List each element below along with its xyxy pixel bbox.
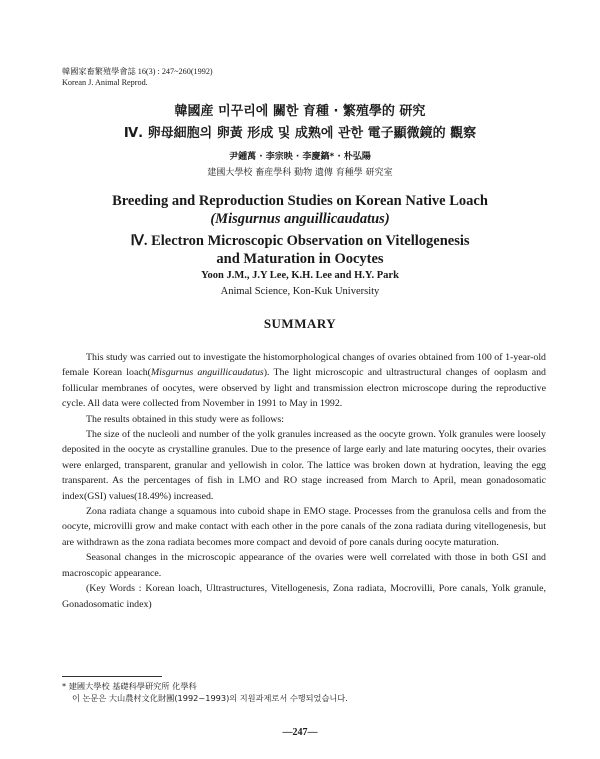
footnote-funding: 이 논문은 大山農村文化財團(1992~1993)의 지원과제로서 수행되었습니다. [72,693,348,703]
korean-institution: 建國大學校 畜産學科 動物 遺傳 育種學 研究室 [207,168,393,178]
footnote-affiliation: * 建國大學校 基礎科學研究所 化學科 [62,681,197,691]
english-title-line-4: and Maturation in Oocytes [216,251,384,267]
journal-citation-korean: 韓國家畜繁殖學會誌 16(3) : 247~260(1992) [62,67,213,76]
summary-body [62,350,546,612]
page-number: —247— [282,727,318,738]
summary-paragraph-4: Zona radiata change a squamous into cuboid shape in EMO stage. Processes from the granulosa cells and from the oocyte, microvilli grow and make contact with each other in the pore canals of the zona radiata during vitellogenesis, but are withdrawn as the zona radiata becomes more compact and devoid of pore canals during oocyte maturation. [62,506,546,548]
summary-paragraph-5: Seasonal changes in the microscopic appearance of the ovaries were well correlated with those in both GSI and macroscopic appearance. [62,552,546,579]
paragraph-1-text-a: This study was carried out to investigate the histomorphological changes of ovaries obtained from 100 of 1-year-old female Korean loach( [62,352,546,379]
korean-authors: 尹鍾萬 · 李宗映 · 李慶鎬* · 朴弘陽 [229,152,371,162]
korean-title-line-1: 韓國産 미꾸리에 關한 育種 · 繁殖學的 研究 [174,104,426,119]
key-words: (Key Words : Korean loach, Ultrastructures, Vitellogenesis, Zona radiata, Mocrovilli, Pore canals, Yolk granule, Gonadosomatic index) [62,583,546,610]
paragraph-1-text-b: ). The light microscopic and ultrastructural changes of ooplasm and follicular membranes of oocytes, were observed by light and transmission electron microscope during the reproductive cycle. All data were collected from November in 1991 to May in 1992. [62,367,546,410]
journal-citation-english: Korean J. Animal Reprod. [62,78,148,87]
species-name-italic: Misgurnus anguillicaudatus [150,367,264,379]
english-title-species: (Misgurnus anguillicaudatus) [210,211,390,227]
korean-title-line-2: Ⅳ. 卵母細胞의 卵黃 形成 및 成熟에 관한 電子顯微鏡的 觀察 [123,126,477,141]
footnote-divider [62,676,162,677]
summary-paragraph-3: The size of the nucleoli and number of the yolk granules increased as the oocyte grown. Yolk granules were loosely deposited in the oocyte as crystalline granules. Due to the presence of large early and late maturing oocytes, their ovaries were enlarged, transparent, granular and yellowish in color. The lattice was broken down at hydration, leaving the egg transparent. As the percentages of fish in LMO and RO stage increased from March to April, mean gonadosomatic index(GSI) values(18.49%) increased. [62,429,546,502]
english-authors: Yoon J.M., J.Y Lee, K.H. Lee and H.Y. Park [201,270,399,281]
english-affiliation: Animal Science, Kon-Kuk University [220,286,380,297]
english-title-line-3: Ⅳ. Electron Microscopic Observation on Vitellogenesis [130,233,470,249]
english-title-line-1: Breeding and Reproduction Studies on Korean Native Loach [112,193,488,209]
summary-heading: SUMMARY [263,316,337,331]
summary-paragraph-1 [62,350,546,412]
summary-paragraph-2: The results obtained in this study were as follows: [86,413,285,425]
